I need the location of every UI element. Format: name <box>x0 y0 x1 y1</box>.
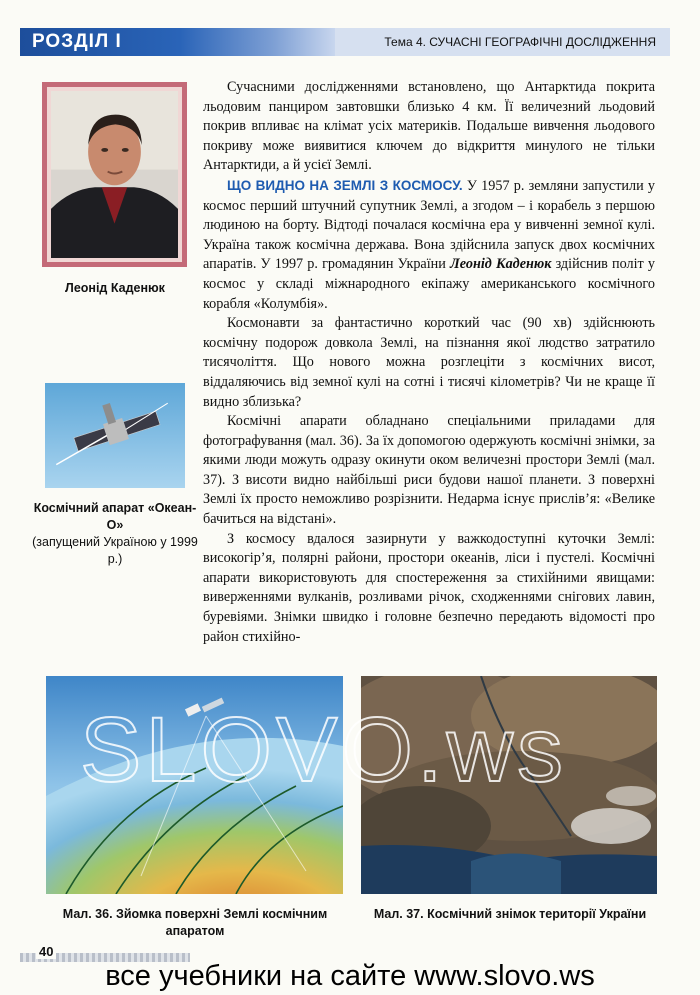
paragraph-3: Космонавти за фантастично короткий час (90 хв) здійснюють космічну подорож довкола Землі, на пізнання якої людство затратило тисячоліття. Що нового можна розглеціти з космічних висот, віддаляючись від земної кулі на сотні і тисячі кілометрів? Чи не краще її видно зблизька? <box>203 315 655 410</box>
paragraph-5: З космосу вдалося зазирнути у важкодоступні куточки Землі: високогір’я, полярні райони, простори океанів, ліси і пустелі. Космічні апарати використовують для спостереження за стихійними явищами: виверженнями вулканів, розливами річок, сходженнями снігових лавин, буревіями. Знімки швидко і головне безпечно передають відомості про район стихійно- <box>203 530 655 645</box>
main-text <box>203 78 655 647</box>
header-stripe <box>180 28 335 56</box>
section-heading: ЩО ВИДНО НА ЗЕМЛІ З КОСМОСУ. <box>227 177 463 193</box>
figure-37-caption: Мал. 37. Космічний знімок території України <box>373 907 647 921</box>
satellite-caption-title: Космічний апарат «Океан-О» <box>33 501 197 532</box>
figure-36-caption: Мал. 36. Зйомка поверхні Землі космічним апаратом <box>62 907 328 938</box>
topic-title: Тема 4. СУЧАСНІ ГЕОГРАФІЧНІ ДОСЛІДЖЕННЯ <box>335 28 670 56</box>
paragraph-2 <box>203 176 655 314</box>
page-number: 40 <box>36 944 56 959</box>
chapter-label: РОЗДІЛ І <box>20 28 180 56</box>
paragraph-1: Сучасними дослідженнями встановлено, що Антарктида покрита льодовим панциром завтовшки близько 4 км. Її величезний льодовий покрив впливає на клімат усіх материків. Подальше вивчення льодового покриву може виявитися ключем до відкриття минулого не тільки Антарктиди, а й усієї Землі. <box>203 79 655 174</box>
portrait-caption: Леонід Каденюк <box>65 281 165 295</box>
figure-37-image <box>361 676 657 894</box>
paragraph-2-text-a: У 1957 р. земляни запустили у космос перший штучний супутник Землі, а згодом – і корабель з першою людиною на борту. Відтоді почалася космічна ера у вивченні земної кулі. Україна також космічна держава. Вона здійснила запуск двох космічних апаратів. У 1997 р. громадянин України <box>203 177 655 273</box>
satellite-caption-note: (запущений Україною у 1999 р.) <box>32 535 198 566</box>
satellite-caption <box>30 500 200 568</box>
footer-site-link[interactable]: все учебники на сайте www.slovo.ws <box>105 960 595 992</box>
paragraph-4: Космічні апарати обладнано спеціальними приладами для фотографування (мал. 36). За їх допомогою одержують космічні знімки, за якими люди можуть одразу окинути оком величезні простори Землі (мал. 37). З висоти видно найбільші риси будови нашої планети. З поверхні Землі їх просто неможливо розрізнити. Недарма існує прислів’я: «Велике бачиться на відстані». <box>203 413 655 528</box>
page-header <box>20 28 670 56</box>
portrait-photo <box>47 87 182 262</box>
satellite-image <box>45 383 185 488</box>
portrait-image <box>51 91 178 258</box>
paragraph-2-text-b: здійснив політ у космос у складі міжнародного екіпажу американського космічного корабля «Колумбія». <box>203 256 655 312</box>
portrait-frame <box>42 82 187 267</box>
figure-36-image <box>46 676 343 894</box>
cosmonaut-name: Леонід Каденюк <box>450 256 552 273</box>
